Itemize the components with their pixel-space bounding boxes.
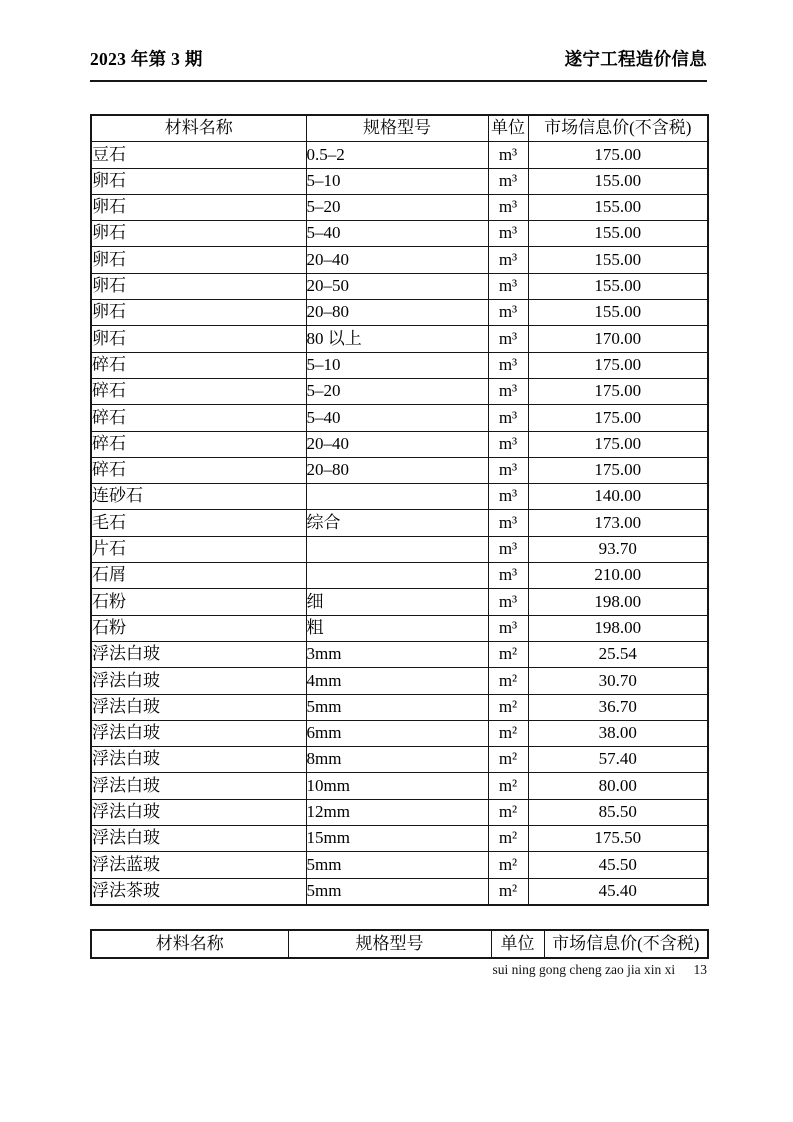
material-name-cell: 碎石 — [91, 431, 306, 457]
column-header-material: 材料名称 — [91, 115, 306, 142]
unit-cell: m² — [488, 641, 528, 667]
material-name-cell: 石粉 — [91, 615, 306, 641]
unit-cell: m³ — [488, 484, 528, 510]
table-row — [91, 747, 708, 773]
price-cell: 175.00 — [528, 378, 708, 404]
table-row — [91, 484, 708, 510]
spec-cell: 5–10 — [306, 168, 488, 194]
unit-cell: m³ — [488, 589, 528, 615]
unit-cell: m² — [488, 799, 528, 825]
table-row — [91, 142, 708, 168]
material-name-cell: 卵石 — [91, 221, 306, 247]
price-cell: 198.00 — [528, 589, 708, 615]
table-row — [91, 510, 708, 536]
material-name-cell: 毛石 — [91, 510, 306, 536]
table-row — [91, 641, 708, 667]
continuation-table — [90, 929, 709, 959]
price-cell: 85.50 — [528, 799, 708, 825]
table-row — [91, 405, 708, 431]
unit-cell: m³ — [488, 431, 528, 457]
spec-cell: 5mm — [306, 852, 488, 878]
unit-cell: m³ — [488, 247, 528, 273]
unit-cell: m³ — [488, 536, 528, 562]
material-name-cell: 连砂石 — [91, 484, 306, 510]
material-name-cell: 浮法白玻 — [91, 668, 306, 694]
continuation-header-row — [91, 930, 708, 958]
spec-cell: 20–40 — [306, 247, 488, 273]
spec-cell: 5mm — [306, 694, 488, 720]
unit-cell: m³ — [488, 352, 528, 378]
unit-cell: m³ — [488, 457, 528, 483]
unit-cell: m³ — [488, 563, 528, 589]
issue-label: 2023 年第 3 期 — [90, 49, 203, 69]
material-name-cell: 碎石 — [91, 405, 306, 431]
spec-cell: 5–20 — [306, 194, 488, 220]
material-name-cell: 石屑 — [91, 563, 306, 589]
table-row — [91, 168, 708, 194]
material-name-cell: 卵石 — [91, 326, 306, 352]
material-name-cell: 碎石 — [91, 378, 306, 404]
price-cell: 175.50 — [528, 826, 708, 852]
price-cell: 25.54 — [528, 641, 708, 667]
unit-cell: m² — [488, 747, 528, 773]
material-name-cell: 卵石 — [91, 168, 306, 194]
price-cell: 57.40 — [528, 747, 708, 773]
table-row — [91, 589, 708, 615]
material-name-cell: 浮法白玻 — [91, 826, 306, 852]
material-name-cell: 碎石 — [91, 457, 306, 483]
unit-cell: m² — [488, 852, 528, 878]
table-row — [91, 194, 708, 220]
table-row — [91, 720, 708, 746]
price-cell: 175.00 — [528, 352, 708, 378]
price-cell: 93.70 — [528, 536, 708, 562]
unit-cell: m³ — [488, 378, 528, 404]
spec-cell: 5–20 — [306, 378, 488, 404]
spec-cell: 20–50 — [306, 273, 488, 299]
table-row — [91, 668, 708, 694]
price-cell: 38.00 — [528, 720, 708, 746]
column-header-unit: 单位 — [491, 930, 544, 958]
material-name-cell: 卵石 — [91, 300, 306, 326]
table-row — [91, 247, 708, 273]
price-cell: 175.00 — [528, 431, 708, 457]
price-cell: 140.00 — [528, 484, 708, 510]
unit-cell: m³ — [488, 326, 528, 352]
unit-cell: m³ — [488, 168, 528, 194]
price-cell: 175.00 — [528, 142, 708, 168]
table-row — [91, 326, 708, 352]
table-row — [91, 352, 708, 378]
price-cell: 210.00 — [528, 563, 708, 589]
table-row — [91, 799, 708, 825]
material-name-cell: 片石 — [91, 536, 306, 562]
price-cell: 170.00 — [528, 326, 708, 352]
price-cell: 155.00 — [528, 247, 708, 273]
table-row — [91, 273, 708, 299]
material-name-cell: 卵石 — [91, 194, 306, 220]
column-header-spec: 规格型号 — [288, 930, 491, 958]
table-row — [91, 878, 708, 905]
table-row — [91, 221, 708, 247]
column-header-unit: 单位 — [488, 115, 528, 142]
material-name-cell: 浮法白玻 — [91, 799, 306, 825]
material-name-cell: 碎石 — [91, 352, 306, 378]
material-name-cell: 浮法白玻 — [91, 747, 306, 773]
spec-cell: 12mm — [306, 799, 488, 825]
spec-cell: 5–10 — [306, 352, 488, 378]
column-header-price: 市场信息价(不含税) — [528, 115, 708, 142]
page-footer — [90, 962, 707, 978]
unit-cell: m³ — [488, 142, 528, 168]
unit-cell: m² — [488, 668, 528, 694]
spec-cell: 8mm — [306, 747, 488, 773]
price-cell: 175.00 — [528, 457, 708, 483]
material-name-cell: 石粉 — [91, 589, 306, 615]
column-header-spec: 规格型号 — [306, 115, 488, 142]
material-name-cell: 浮法白玻 — [91, 773, 306, 799]
spec-cell: 4mm — [306, 668, 488, 694]
table-row — [91, 563, 708, 589]
price-cell: 155.00 — [528, 168, 708, 194]
price-cell: 30.70 — [528, 668, 708, 694]
price-cell: 80.00 — [528, 773, 708, 799]
spec-cell: 20–80 — [306, 300, 488, 326]
table-row — [91, 694, 708, 720]
unit-cell: m² — [488, 720, 528, 746]
price-cell: 173.00 — [528, 510, 708, 536]
unit-cell: m³ — [488, 300, 528, 326]
unit-cell: m³ — [488, 273, 528, 299]
price-cell: 198.00 — [528, 615, 708, 641]
price-cell: 45.50 — [528, 852, 708, 878]
table-row — [91, 378, 708, 404]
spec-cell: 5mm — [306, 878, 488, 905]
column-header-material: 材料名称 — [91, 930, 288, 958]
spec-cell: 细 — [306, 589, 488, 615]
unit-cell: m³ — [488, 615, 528, 641]
spec-cell: 5–40 — [306, 405, 488, 431]
page-header — [90, 46, 707, 82]
price-cell: 155.00 — [528, 221, 708, 247]
column-header-price: 市场信息价(不含税) — [544, 930, 708, 958]
spec-cell: 5–40 — [306, 221, 488, 247]
unit-cell: m² — [488, 694, 528, 720]
material-name-cell: 浮法茶玻 — [91, 878, 306, 905]
table-row — [91, 431, 708, 457]
unit-cell: m³ — [488, 405, 528, 431]
unit-cell: m² — [488, 878, 528, 905]
spec-cell: 0.5–2 — [306, 142, 488, 168]
material-name-cell: 卵石 — [91, 273, 306, 299]
spec-cell — [306, 536, 488, 562]
spec-cell: 20–40 — [306, 431, 488, 457]
spec-cell: 10mm — [306, 773, 488, 799]
spec-cell: 20–80 — [306, 457, 488, 483]
material-name-cell: 浮法白玻 — [91, 694, 306, 720]
spec-cell: 15mm — [306, 826, 488, 852]
table-row — [91, 826, 708, 852]
unit-cell: m² — [488, 826, 528, 852]
spec-cell — [306, 563, 488, 589]
material-name-cell: 豆石 — [91, 142, 306, 168]
spec-cell: 6mm — [306, 720, 488, 746]
spec-cell: 粗 — [306, 615, 488, 641]
table-header-row — [91, 115, 708, 142]
price-cell: 45.40 — [528, 878, 708, 905]
spec-cell: 综合 — [306, 510, 488, 536]
journal-title: 遂宁工程造价信息 — [564, 49, 707, 69]
table-row — [91, 615, 708, 641]
unit-cell: m³ — [488, 510, 528, 536]
material-name-cell: 浮法蓝玻 — [91, 852, 306, 878]
table-row — [91, 852, 708, 878]
price-cell: 155.00 — [528, 300, 708, 326]
price-cell: 155.00 — [528, 194, 708, 220]
material-name-cell: 卵石 — [91, 247, 306, 273]
page-number: 13 — [693, 962, 707, 977]
table-row — [91, 300, 708, 326]
price-table-body — [91, 142, 708, 905]
material-name-cell: 浮法白玻 — [91, 641, 306, 667]
material-name-cell: 浮法白玻 — [91, 720, 306, 746]
price-cell: 155.00 — [528, 273, 708, 299]
unit-cell: m³ — [488, 194, 528, 220]
spec-cell: 3mm — [306, 641, 488, 667]
table-row — [91, 773, 708, 799]
price-cell: 175.00 — [528, 405, 708, 431]
footer-text: sui ning gong cheng zao jia xin xi — [492, 962, 676, 977]
unit-cell: m³ — [488, 221, 528, 247]
material-price-table — [90, 114, 709, 906]
table-row — [91, 457, 708, 483]
spec-cell — [306, 484, 488, 510]
unit-cell: m² — [488, 773, 528, 799]
spec-cell: 80 以上 — [306, 326, 488, 352]
price-cell: 36.70 — [528, 694, 708, 720]
table-row — [91, 536, 708, 562]
